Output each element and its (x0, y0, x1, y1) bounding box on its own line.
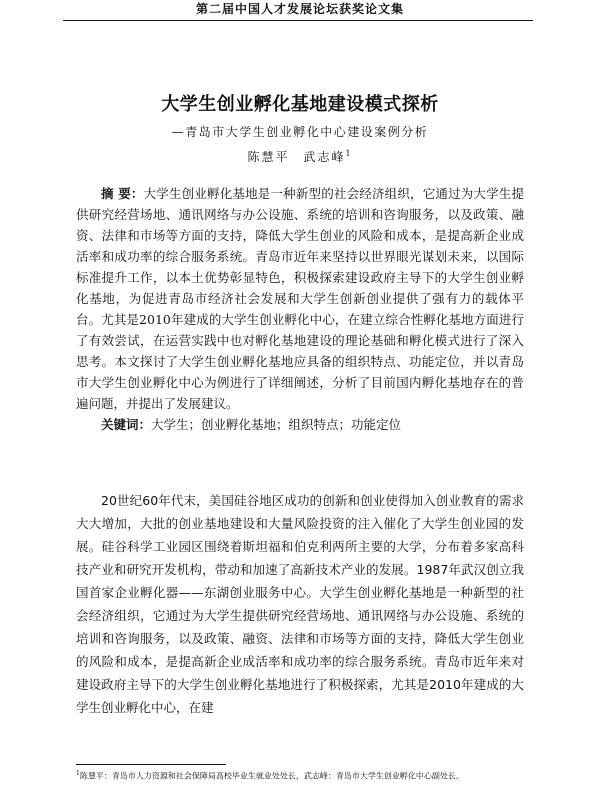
article-subtitle: —青岛市大学生创业孵化中心建设案例分析 (171, 125, 429, 139)
body-paragraph: 20世纪60年代末，美国硅谷地区成功的创新和创业使得加入创业教育的需求大大增加，大批的创业基地建设和大量风险投资的注入催化了大学生创业园的发展。硅谷科学工业园区围绕着斯坦福和伯克利两所主要的大学，分布着多家高科技产业和研究开发机构，带动和加速了高新技术产业的发展。1987年武汉创立我国首家企业孵化器——东湖创业服务中心。大学生创业孵化基地是一种新型的社会经济组织，它通过为大学生提供研究经营场地、通讯网络与办公设施、系统的培训和咨询服务，以及政策、融资、法律和市场等方面的支持，降低大学生创业的风险和成本，是提高新企业成活率和成功率的综合服务系统。青岛市近年来对建设政府主导下的大学生创业孵化基地进行了积极探索，尤其是2010年建成的大学生创业孵化中心，在建 (76, 493, 524, 715)
author-footnote-mark: 1 (345, 149, 353, 158)
article-authors (0, 146, 600, 165)
keywords (76, 414, 524, 435)
footnote (76, 768, 524, 783)
footnote-mark: 1 (76, 770, 80, 777)
keywords-label: 关键词： (101, 417, 152, 432)
author-names: 陈慧平 武志峰 (247, 150, 346, 164)
running-header: 第二届中国人才发展论坛获奖论文集 (195, 2, 404, 16)
abstract (76, 183, 524, 414)
keywords-text: 大学生；创业孵化基地；组织特点；功能定位 (151, 417, 402, 432)
footnote-rule (76, 764, 226, 765)
abstract-text: 大学生创业孵化基地是一种新型的社会经济组织，它通过为大学生提供研究经营场地、通讯网络与办公设施、系统的培训和咨询服务，以及政策、融资、法律和市场等方面的支持，降低大学生创业的风险和成本，是提高新企业成活率和成功率的综合服务系统。青岛市近年来坚持以世界眼光谋划未来，以国际标准提升工作，以本土优势彰显特色，积极探索建设政府主导下的大学生创业孵化基地，为促进青岛市经济社会发展和大学生创新创业提供了强有力的载体平台。尤其是2010年建成的大学生创业孵化中心，在建立综合性孵化基地方面进行了有效尝试，在运营实践中也对孵化基地建设的理论基础和孵化模式进行了深入思考。本文探讨了大学生创业孵化基地应具备的组织特点、功能定位，并以青岛市大学生创业孵化中心为例进行了详细阐述，分析了目前国内孵化基地存在的普遍问题，并提出了发展建议。 (76, 186, 524, 411)
header-rule (63, 20, 533, 21)
footnote-text: 陈慧平：青岛市人力资源和社会保障局高校毕业生就业处处长，武志峰：青岛市大学生创业孵化中心副处长。 (79, 771, 464, 781)
abstract-label: 摘 要： (101, 186, 144, 201)
article-title: 大学生创业孵化基地建设模式探析 (161, 94, 439, 115)
